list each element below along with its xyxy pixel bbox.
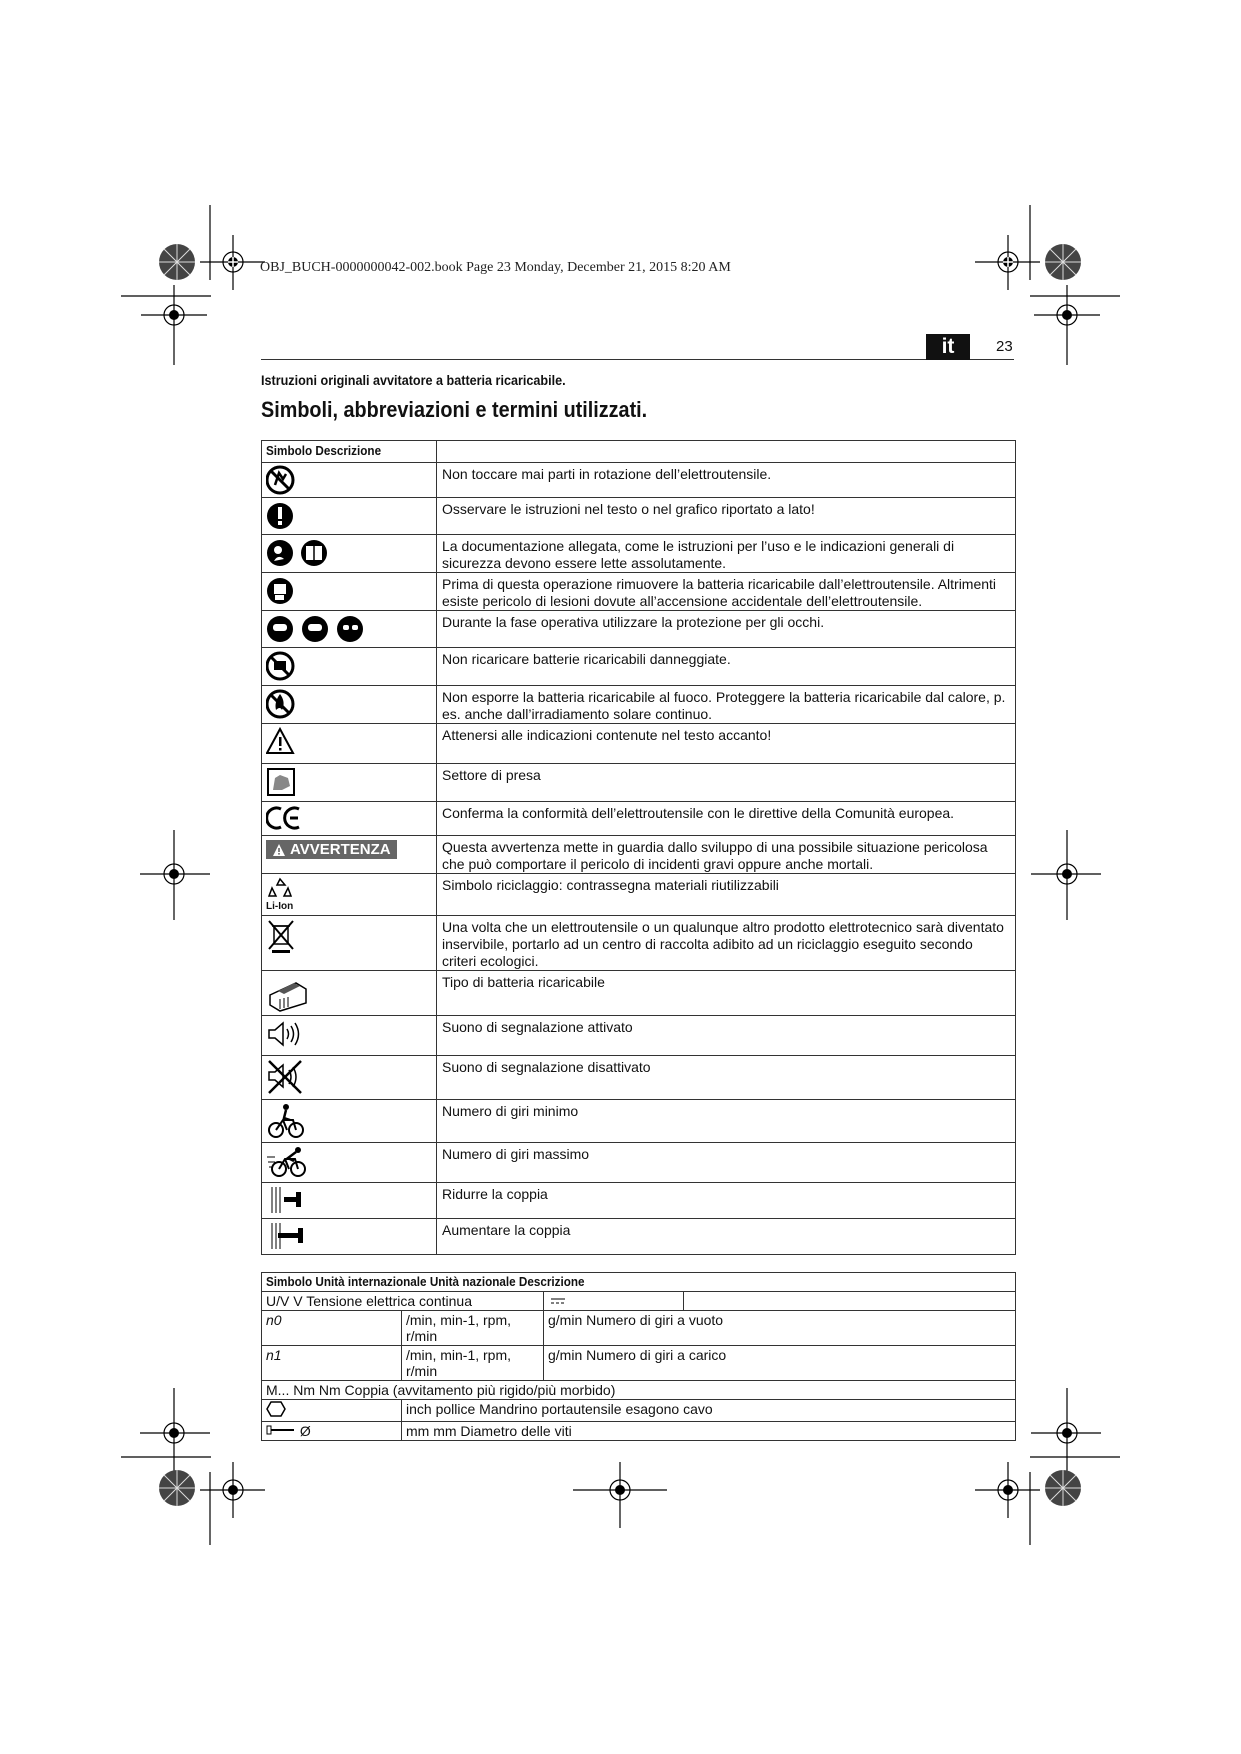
table-row [262, 874, 1016, 916]
speaker-on-icon [266, 1018, 306, 1050]
crossed-bin-icon [266, 918, 298, 954]
table-cell: Attenersi alle indicazioni contenute nel testo accanto! [437, 724, 1016, 764]
recycling-icon [266, 876, 300, 902]
torque-increase-icon [266, 1221, 310, 1251]
header-rule [261, 359, 1014, 360]
table-row [262, 836, 1016, 874]
table-row [262, 1292, 1016, 1311]
hexagon-icon [266, 1401, 286, 1417]
no-charge-damaged-icon [266, 650, 298, 682]
table-header: Simbolo Descrizione [266, 443, 382, 458]
table-row [262, 1346, 1016, 1381]
speaker-off-icon [266, 1058, 306, 1096]
read-manual-icon [266, 537, 336, 569]
table-cell: Tipo di batteria ricaricabile [437, 971, 1016, 1016]
table-cell: Aumentare la coppia [437, 1219, 1016, 1255]
table-cell: M... Nm Nm Coppia (avvitamento più rigido/più morbido) [262, 1381, 1016, 1400]
warning-triangle-icon [266, 726, 298, 756]
grip-area-icon [266, 766, 298, 798]
no-fire-icon [266, 688, 298, 720]
table-row [262, 463, 1016, 498]
file-header: OBJ_BUCH-0000000042-002.book Page 23 Monday, December 21, 2015 8:20 AM [260, 260, 731, 275]
table-row [262, 1311, 1016, 1346]
table-cell: Conferma la conformità dell’elettroutensile con le direttive della Comunità europea. [437, 802, 1016, 836]
table-cell: Ridurre la coppia [437, 1183, 1016, 1219]
table-cell: inch pollice Mandrino portautensile esagono cavo [402, 1400, 1016, 1422]
warning-badge-icon [266, 840, 397, 859]
table-cell: g/min Numero di giri a vuoto [544, 1311, 1016, 1346]
table-row [262, 1016, 1016, 1056]
battery-pack-icon [266, 973, 310, 1013]
table-row [262, 611, 1016, 648]
symbols-table [261, 440, 1016, 1255]
table-row [262, 535, 1016, 573]
table-cell: Non ricaricare batterie ricaricabili danneggiate. [437, 648, 1016, 686]
table-cell: /min, min-1, rpm, r/min [402, 1346, 544, 1381]
table-cell: Una volta che un elettroutensile o un qualunque altro prodotto elettrotecnico sarà diventato inservibile, portarlo ad un centro di raccolta adibito ad un riciclaggio eseguito secondo criteri ecologici. [437, 916, 1016, 971]
table-cell: Suono di segnalazione disattivato [437, 1056, 1016, 1100]
table-row [262, 1400, 1016, 1422]
table-row [262, 573, 1016, 611]
table-row [262, 971, 1016, 1016]
table-header: Simbolo Unità internazionale Unità nazionale Descrizione [266, 1274, 585, 1289]
section-title: Simboli, abbreviazioni e termini utilizzati. [261, 397, 648, 422]
table-row [262, 1183, 1016, 1219]
table-cell: Durante la fase operativa utilizzare la protezione per gli occhi. [437, 611, 1016, 648]
table-row [262, 1056, 1016, 1100]
table-cell: Settore di presa [437, 764, 1016, 802]
table-cell: Non toccare mai parti in rotazione dell’elettroutensile. [437, 463, 1016, 498]
table-cell: Questa avvertenza mette in guardia dallo sviluppo di una possibile situazione pericolosa che può comportare il pericolo di incidenti gravi oppure anche mortali. [437, 836, 1016, 874]
table-cell: Non esporre la batteria ricaricabile al fuoco. Proteggere la batteria ricaricabile dal calore, p. es. anche dall’irradiamento solare continuo. [437, 686, 1016, 724]
table-cell: La documentazione allegata, come le istruzioni per l’uso e le indicazioni generali di sicurezza devono essere lette assolutamente. [437, 535, 1016, 573]
table-cell: Simbolo riciclaggio: contrassegna materiali riutilizzabili [437, 874, 1016, 916]
no-touch-rotating-icon [266, 465, 298, 495]
table-cell: g/min Numero di giri a carico [544, 1346, 1016, 1381]
table-cell: Numero di giri massimo [437, 1143, 1016, 1183]
remove-battery-icon [266, 575, 298, 607]
table-row [262, 916, 1016, 971]
exclamation-icon [266, 500, 298, 532]
table-row [262, 1422, 1016, 1441]
torque-decrease-icon [266, 1185, 306, 1215]
table-cell: n0 [262, 1311, 402, 1346]
document-subtitle: Istruzioni originali avvitatore a batteria ricaricabile. [261, 372, 566, 388]
language-tab: it [926, 334, 970, 360]
table-row [262, 498, 1016, 535]
table-cell: Suono di segnalazione attivato [437, 1016, 1016, 1056]
table-row [262, 686, 1016, 724]
table-header-row [262, 1273, 1016, 1292]
table-cell: /min, min-1, rpm, r/min [402, 1311, 544, 1346]
eye-protection-icon [266, 613, 376, 645]
ce-mark-icon [266, 804, 302, 832]
diameter-symbol: Ø [299, 1423, 311, 1439]
dc-symbol-icon [548, 1296, 568, 1306]
page-number: 23 [996, 338, 1013, 355]
table-cell: n1 [262, 1346, 402, 1381]
table-cell: U/V V Tensione elettrica continua [262, 1292, 544, 1311]
units-table [261, 1272, 1016, 1441]
table-row [262, 1100, 1016, 1143]
bicycle-slow-icon [266, 1102, 306, 1140]
table-cell: Numero di giri minimo [437, 1100, 1016, 1143]
table-row [262, 1219, 1016, 1255]
screw-icon [266, 1424, 296, 1436]
table-header-row [262, 441, 1016, 463]
li-ion-label: Li-Ion [266, 901, 294, 912]
table-cell: mm mm Diametro delle viti [402, 1422, 1016, 1441]
table-row [262, 1143, 1016, 1183]
table-row [262, 648, 1016, 686]
table-row [262, 764, 1016, 802]
table-row [262, 724, 1016, 764]
bicycle-fast-icon [266, 1145, 310, 1179]
table-cell: Osservare le istruzioni nel testo o nel grafico riportato a lato! [437, 498, 1016, 535]
warning-badge-label: AVVERTENZA [290, 841, 391, 858]
table-row [262, 802, 1016, 836]
table-cell: Prima di questa operazione rimuovere la batteria ricaricabile dall’elettroutensile. Altrimenti esiste pericolo di lesioni dovute all’accensione accidentale dell’elettroutensile. [437, 573, 1016, 611]
table-row [262, 1381, 1016, 1400]
